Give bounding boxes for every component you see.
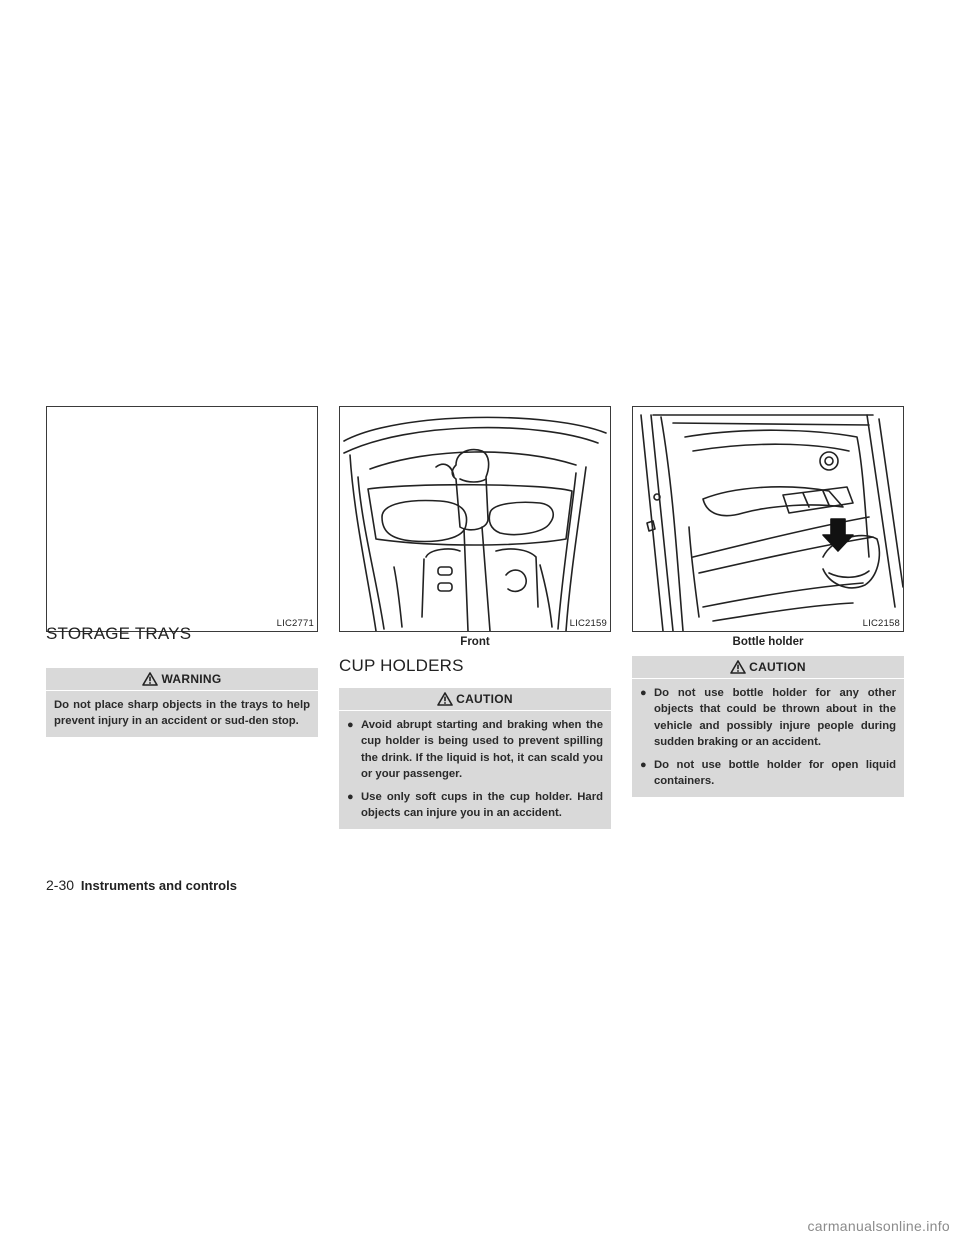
bottle-holder-figure: [632, 406, 904, 632]
warning-icon: [142, 672, 158, 686]
caution-label: CAUTION: [456, 692, 513, 706]
warning-label: WARNING: [161, 672, 222, 686]
warning-icon: [730, 660, 746, 674]
caution-body: [632, 678, 904, 797]
warning-box: [46, 668, 318, 737]
bottle-holder-column: [632, 406, 904, 797]
caution-body: [339, 710, 611, 829]
figure-id: LIC2158: [862, 618, 900, 629]
watermark: carmanualsonline.info: [807, 1218, 950, 1234]
warning-body: [46, 690, 318, 737]
figure-caption: Bottle holder: [732, 636, 804, 648]
bullet: ●: [640, 687, 647, 699]
caution-box: [339, 688, 611, 829]
warning-header: [46, 668, 318, 690]
bullet: ●: [347, 791, 354, 804]
storage-tray-figure: [46, 406, 318, 632]
figure-id: LIC2159: [569, 618, 607, 629]
figure-id: LIC2771: [276, 618, 314, 629]
cup-holders-column: [339, 406, 611, 829]
caution-header: [339, 688, 611, 710]
list-item: ● Use only soft cups in the cup holder. Hard objects can injure you in an accident.: [347, 791, 603, 820]
caution-list: [347, 717, 603, 822]
list-item: ● Do not use bottle holder for open liquid containers.: [640, 759, 896, 788]
storage-trays-column: [46, 406, 318, 737]
page-footer: [46, 877, 237, 893]
caution-box: [632, 656, 904, 797]
bullet: ●: [640, 759, 647, 772]
warning-text: Do not place sharp objects in the trays to help prevent injury in an accident or sud-den stop.: [54, 699, 310, 728]
figure-caption: Front: [460, 636, 490, 648]
caution-list: [640, 685, 896, 790]
warning-icon: [437, 692, 453, 706]
cup-holders-heading: CUP HOLDERS: [339, 656, 464, 675]
list-item: ● Do not use bottle holder for any other objects that could be thrown about in the vehicle and possibly injure people during sudden braking or an accident.: [640, 687, 896, 748]
caution-header: [632, 656, 904, 678]
page-number: 2-30: [46, 877, 75, 893]
section-name: Instruments and controls: [80, 878, 237, 893]
door-bottle-holder-illustration: [633, 407, 903, 631]
cup-holder-illustration: [340, 407, 610, 631]
cup-holder-figure: [339, 406, 611, 632]
storage-trays-heading: STORAGE TRAYS: [46, 624, 192, 643]
bullet: ●: [347, 719, 354, 731]
list-item: ● Avoid abrupt starting and braking when the cup holder is being used to prevent spilling the drink. If the liquid is hot, it can scald you or your passenger.: [347, 719, 603, 780]
caution-label: CAUTION: [749, 660, 806, 674]
